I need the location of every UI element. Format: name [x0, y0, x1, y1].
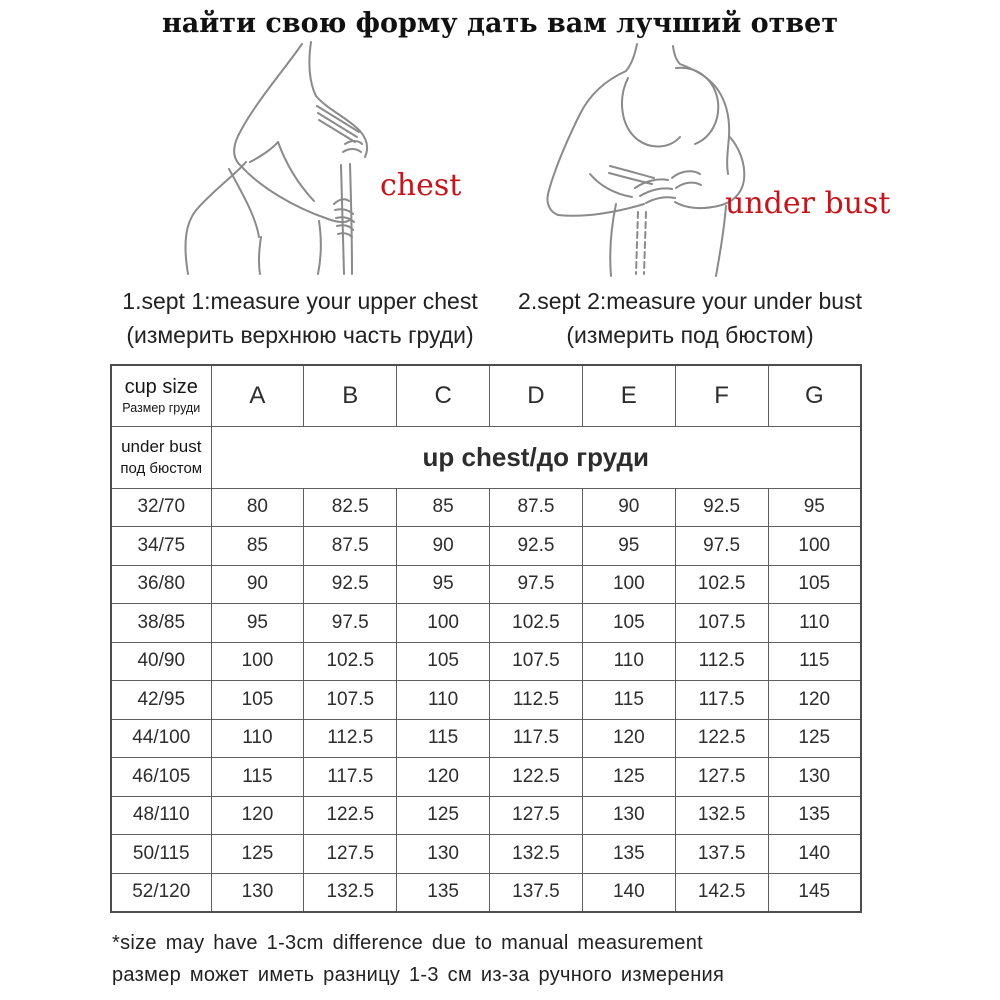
- step-1-line-1: 1.sept 1:measure your upper chest: [122, 288, 478, 314]
- table-cell: 107.5: [304, 681, 397, 720]
- under-bust-size-cell: 48/110: [111, 796, 211, 835]
- under-bust-size-cell: 40/90: [111, 642, 211, 681]
- table-row: [111, 642, 861, 681]
- size-chart-table: [110, 364, 862, 913]
- under-bust-size-cell: 44/100: [111, 719, 211, 758]
- table-cell: 127.5: [675, 758, 768, 797]
- table-cell: 90: [397, 527, 490, 566]
- table-cell: 127.5: [304, 835, 397, 874]
- table-cell: 100: [768, 527, 861, 566]
- table-cell: 92.5: [675, 488, 768, 527]
- cup-column-header: F: [675, 365, 768, 426]
- cup-size-header-row: [111, 365, 861, 426]
- table-cell: 112.5: [675, 642, 768, 681]
- cup-column-header: C: [397, 365, 490, 426]
- table-cell: 130: [211, 873, 304, 912]
- table-cell: 102.5: [675, 565, 768, 604]
- under-bust-header-cell: [111, 426, 211, 488]
- disclaimer-line-ru: размер может иметь разницу 1-3 см из-за ручного измерения: [112, 963, 725, 986]
- table-cell: 97.5: [304, 604, 397, 643]
- table-cell: 82.5: [304, 488, 397, 527]
- table-cell: 100: [582, 565, 675, 604]
- figure-line-group: [185, 42, 367, 274]
- table-cell: 115: [397, 719, 490, 758]
- table-cell: 125: [582, 758, 675, 797]
- under-bust-measure-figure-illustration: [540, 38, 860, 278]
- under-bust-size-cell: 32/70: [111, 488, 211, 527]
- table-row: [111, 719, 861, 758]
- under-bust-size-cell: 36/80: [111, 565, 211, 604]
- table-cell: 105: [582, 604, 675, 643]
- table-cell: 120: [397, 758, 490, 797]
- disclaimer: [112, 928, 724, 991]
- table-cell: 132.5: [675, 796, 768, 835]
- under-bust-size-cell: 38/85: [111, 604, 211, 643]
- table-cell: 137.5: [490, 873, 583, 912]
- table-cell: 100: [397, 604, 490, 643]
- chest-label: chest: [380, 168, 462, 203]
- table-row: [111, 527, 861, 566]
- table-cell: 85: [211, 527, 304, 566]
- step-1-instructions: [70, 284, 530, 352]
- step-1-line-2: (измерить верхнюю часть груди): [126, 322, 474, 348]
- table-cell: 130: [768, 758, 861, 797]
- table-cell: 122.5: [304, 796, 397, 835]
- table-cell: 92.5: [304, 565, 397, 604]
- cup-column-header: A: [211, 365, 304, 426]
- table-cell: 105: [211, 681, 304, 720]
- table-cell: 117.5: [675, 681, 768, 720]
- figure-line-group: [547, 44, 744, 276]
- table-cell: 115: [211, 758, 304, 797]
- table-cell: 107.5: [490, 642, 583, 681]
- chest-measure-figure-illustration: [150, 38, 450, 278]
- table-cell: 135: [397, 873, 490, 912]
- table-cell: 107.5: [675, 604, 768, 643]
- table-cell: 120: [582, 719, 675, 758]
- table-cell: 105: [768, 565, 861, 604]
- table-cell: 97.5: [490, 565, 583, 604]
- table-cell: 117.5: [304, 758, 397, 797]
- table-cell: 145: [768, 873, 861, 912]
- table-cell: 122.5: [675, 719, 768, 758]
- table-cell: 87.5: [490, 488, 583, 527]
- under-bust-size-cell: 34/75: [111, 527, 211, 566]
- disclaimer-line-en: *size may have 1-3cm difference due to manual measurement: [112, 932, 704, 954]
- table-cell: 132.5: [304, 873, 397, 912]
- table-cell: 135: [768, 796, 861, 835]
- table-cell: 110: [397, 681, 490, 720]
- under-bust-label: under bust: [725, 186, 891, 221]
- table-row: [111, 488, 861, 527]
- table-cell: 137.5: [675, 835, 768, 874]
- table-cell: 80: [211, 488, 304, 527]
- table-cell: 87.5: [304, 527, 397, 566]
- under-bust-label-en: under bust: [121, 437, 202, 456]
- table-cell: 97.5: [675, 527, 768, 566]
- step-2-instructions: [490, 284, 890, 352]
- up-chest-span-header: up chest/до груди: [211, 426, 861, 488]
- under-bust-label-ru: под бюстом: [120, 460, 203, 477]
- table-cell: 95: [768, 488, 861, 527]
- table-cell: 112.5: [490, 681, 583, 720]
- table-cell: 102.5: [304, 642, 397, 681]
- table-cell: 85: [397, 488, 490, 527]
- table-row: [111, 835, 861, 874]
- step-2-line-2: (измерить под бюстом): [566, 322, 814, 348]
- table-cell: 95: [211, 604, 304, 643]
- under-bust-size-cell: 42/95: [111, 681, 211, 720]
- table-cell: 125: [211, 835, 304, 874]
- table-cell: 142.5: [675, 873, 768, 912]
- table-cell: 110: [582, 642, 675, 681]
- under-bust-size-cell: 52/120: [111, 873, 211, 912]
- table-row: [111, 604, 861, 643]
- table-cell: 125: [397, 796, 490, 835]
- table-cell: 95: [582, 527, 675, 566]
- under-bust-size-cell: 46/105: [111, 758, 211, 797]
- table-cell: 140: [582, 873, 675, 912]
- under-bust-size-cell: 50/115: [111, 835, 211, 874]
- table-cell: 102.5: [490, 604, 583, 643]
- cup-size-label-ru: Размер груди: [122, 401, 201, 416]
- table-cell: 127.5: [490, 796, 583, 835]
- cup-size-label-en: cup size: [124, 376, 198, 399]
- table-cell: 120: [768, 681, 861, 720]
- cup-column-header: E: [582, 365, 675, 426]
- table-cell: 115: [582, 681, 675, 720]
- table-cell: 130: [397, 835, 490, 874]
- step-2-line-1: 2.sept 2:measure your under bust: [518, 288, 862, 314]
- corner-header-cell: [111, 365, 211, 426]
- table-cell: 90: [211, 565, 304, 604]
- table-cell: 105: [397, 642, 490, 681]
- cup-column-header: D: [490, 365, 583, 426]
- table-row: [111, 565, 861, 604]
- table-cell: 90: [582, 488, 675, 527]
- table-row: [111, 796, 861, 835]
- table-cell: 125: [768, 719, 861, 758]
- table-cell: 132.5: [490, 835, 583, 874]
- table-cell: 110: [768, 604, 861, 643]
- table-cell: 117.5: [490, 719, 583, 758]
- table-row: [111, 873, 861, 912]
- table-cell: 100: [211, 642, 304, 681]
- table-cell: 110: [211, 719, 304, 758]
- table-cell: 120: [211, 796, 304, 835]
- table-row: [111, 681, 861, 720]
- table-cell: 95: [397, 565, 490, 604]
- table-cell: 140: [768, 835, 861, 874]
- table-cell: 112.5: [304, 719, 397, 758]
- table-cell: 135: [582, 835, 675, 874]
- cup-column-header: B: [304, 365, 397, 426]
- table-cell: 122.5: [490, 758, 583, 797]
- cup-column-header: G: [768, 365, 861, 426]
- table-cell: 130: [582, 796, 675, 835]
- page-title: найти свою форму дать вам лучший ответ: [161, 8, 839, 39]
- table-cell: 92.5: [490, 527, 583, 566]
- table-cell: 115: [768, 642, 861, 681]
- up-chest-header-row: [111, 426, 861, 488]
- table-row: [111, 758, 861, 797]
